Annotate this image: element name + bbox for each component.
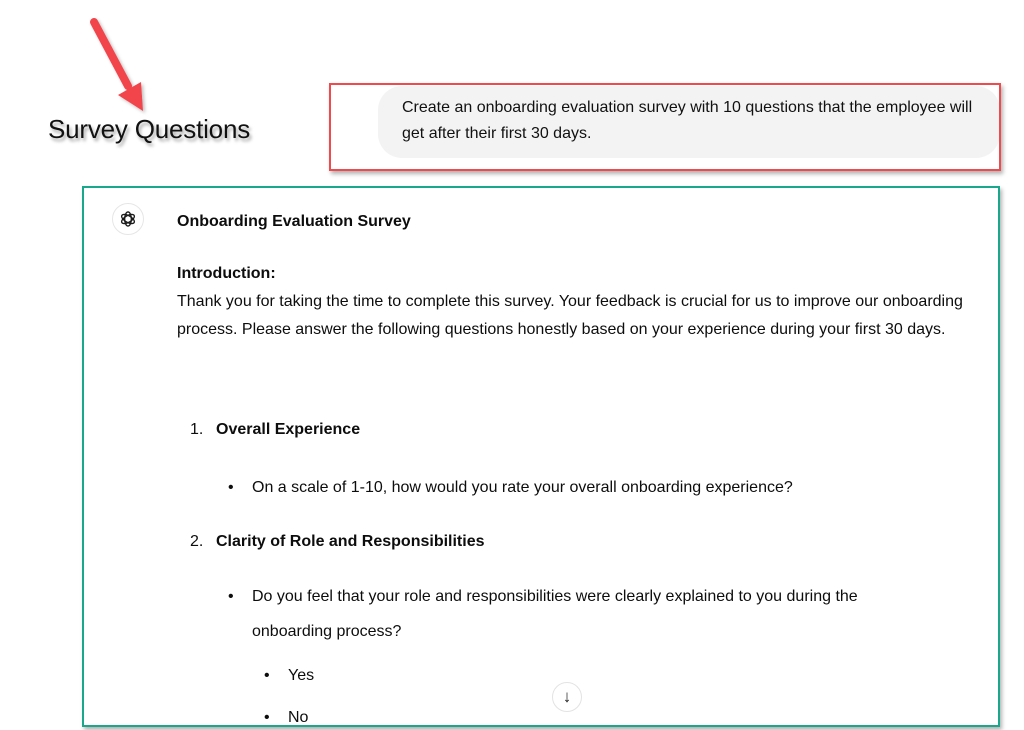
option-text: No bbox=[288, 709, 309, 726]
intro-text: Thank you for taking the time to complete this survey. Your feedback is crucial for us to improve our onboarding process. Please answer the following questions honestly based on your experience during your first 30 days. bbox=[177, 293, 963, 338]
question-number: 1. bbox=[190, 421, 204, 438]
response-title: Onboarding Evaluation Survey bbox=[177, 213, 411, 230]
user-message-highlight-box bbox=[329, 83, 1001, 171]
question-1-prompt bbox=[228, 473, 793, 503]
option-yes bbox=[264, 661, 315, 691]
bullet: • bbox=[264, 667, 270, 684]
question-2-heading bbox=[190, 528, 485, 556]
question-title: Clarity of Role and Responsibilities bbox=[216, 533, 485, 550]
question-2-prompt-line2 bbox=[252, 617, 401, 647]
question-title: Overall Experience bbox=[216, 421, 361, 438]
question-number: 2. bbox=[190, 533, 204, 550]
bullet: • bbox=[228, 588, 234, 605]
red-annotation-arrow-icon bbox=[0, 0, 200, 130]
option-text: Yes bbox=[288, 667, 315, 684]
annotation-label: Survey Questions bbox=[48, 114, 251, 144]
chatgpt-logo-icon bbox=[118, 209, 138, 229]
assistant-avatar bbox=[112, 203, 144, 235]
prompt-text: onboarding process? bbox=[252, 623, 402, 640]
bullet: • bbox=[264, 709, 270, 726]
question-2-prompt-line1 bbox=[228, 582, 858, 612]
arrow-down-icon: ↓ bbox=[562, 687, 572, 706]
prompt-text: On a scale of 1-10, how would you rate your overall onboarding experience? bbox=[252, 479, 793, 496]
option-no bbox=[264, 703, 309, 730]
user-message-text: Create an onboarding evaluation survey with 10 questions that the employee will get after their first 30 days. bbox=[402, 99, 973, 142]
intro-heading: Introduction: bbox=[177, 265, 276, 282]
prompt-text: Do you feel that your role and responsibilities were clearly explained to you during the bbox=[252, 588, 858, 605]
bullet: • bbox=[228, 479, 234, 496]
scroll-to-bottom-button[interactable] bbox=[552, 682, 582, 712]
question-1-heading bbox=[190, 416, 360, 444]
assistant-response bbox=[177, 208, 1007, 344]
